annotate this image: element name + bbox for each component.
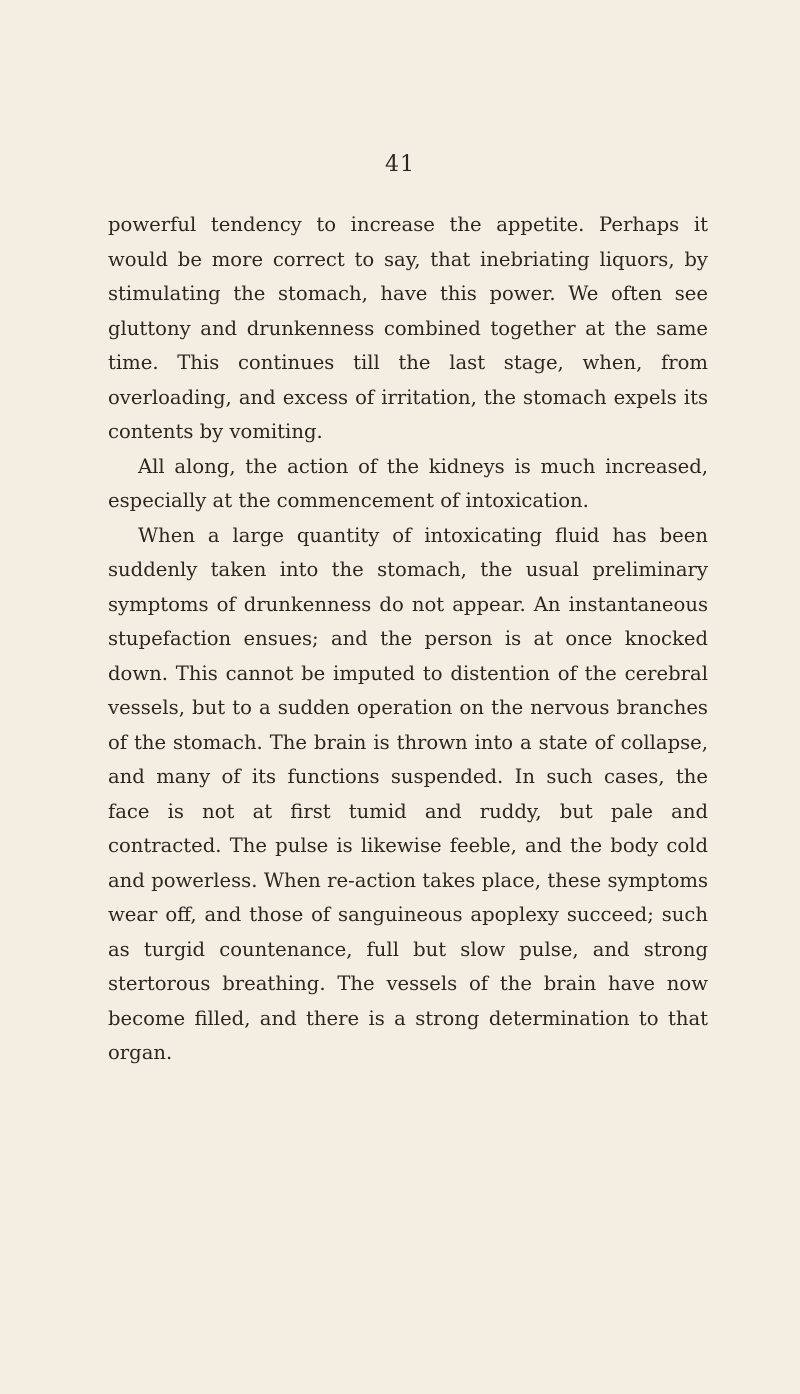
paragraph-continued: powerful tendency to increase the appetite. Perhaps it would be more correct to say, that inebriating liquors, by stimulating the stomach, have this power. We often see gluttony and drunkenness combined together at the same time. This continues till the last stage, when, from overloading, and excess of irritation, the stomach expels its contents by vomiting. [108, 213, 708, 443]
body-text [108, 208, 708, 1071]
paragraph-kidneys: All along, the action of the kidneys is much increased, especially at the commencement of intoxication. [108, 454, 708, 512]
page-number: 41 [385, 152, 415, 177]
paragraph-large-quantity: When a large quantity of intoxicating fluid has been suddenly taken into the stomach, the usual preliminary symptoms of drunkenness do not appear. An instantaneous stupefaction ensues; and the person is at once knocked down. This cannot be imputed to distention of the cerebral vessels, but to a sudden operation on the nervous branches of the stomach. The brain is thrown into a state of collapse, and many of its functions suspended. In such cases, the face is not at first tumid and ruddy, but pale and contracted. The pulse is likewise feeble, and the body cold and powerless. When re-action takes place, these symptoms wear off, and those of sanguineous apoplexy succeed; such as turgid countenance, full but slow pulse, and strong stertorous breathing. The vessels of the brain have now become filled, and there is a strong determination to that organ. [108, 523, 708, 1064]
